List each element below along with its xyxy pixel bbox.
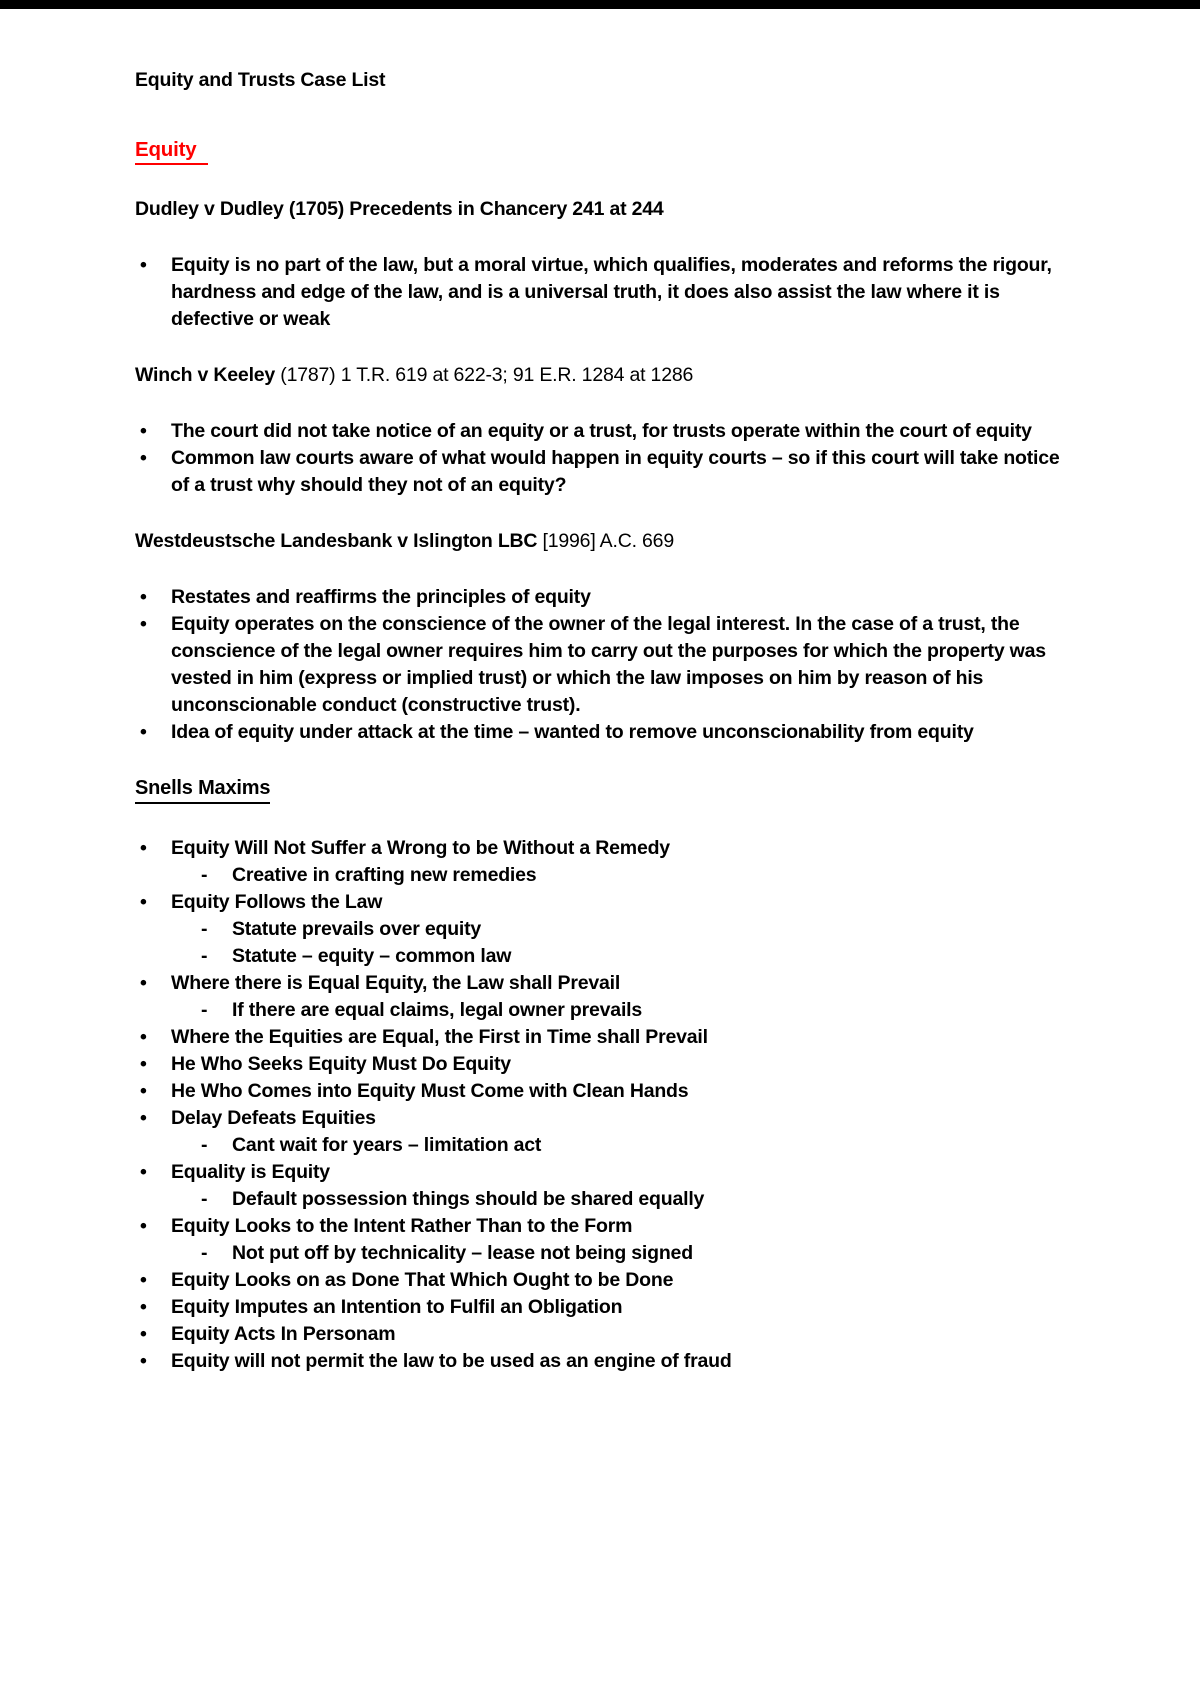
bullet-text: Equity Follows the Law bbox=[171, 891, 383, 913]
bullet-item bbox=[135, 418, 1070, 445]
case-heading bbox=[135, 196, 1070, 223]
document-page bbox=[0, 9, 1200, 1484]
bullet-text: Equity operates on the conscience of the owner of the legal interest. In the case of a trust, the conscience of the legal owner requires him to carry out the purposes for which the property was vested in him (express or implied trust) or which the law imposes on him by reason of his unconscionable conduct (constructive trust). bbox=[171, 613, 1046, 716]
bullet-item bbox=[135, 1051, 1070, 1078]
bullet-text: Equity Will Not Suffer a Wrong to be Without a Remedy bbox=[171, 837, 670, 859]
sub-bullet-text: Cant wait for years – limitation act bbox=[232, 1134, 542, 1156]
sub-bullet-item bbox=[135, 943, 1070, 970]
bullet-text: Common law courts aware of what would happen in equity courts – so if this court will take notice of a trust why should they not of an equity? bbox=[171, 447, 1060, 496]
document-content bbox=[135, 67, 1070, 1375]
sub-bullet-text: Default possession things should be shared equally bbox=[232, 1188, 705, 1210]
bullet-text: Equity will not permit the law to be used as an engine of fraud bbox=[171, 1350, 732, 1372]
bullet-list bbox=[135, 584, 1070, 746]
bullet-list bbox=[135, 418, 1070, 499]
bullet-item bbox=[135, 719, 1070, 746]
bullet-text: He Who Comes into Equity Must Come with Clean Hands bbox=[171, 1080, 689, 1102]
bullet-icon: • bbox=[140, 721, 147, 743]
bullet-item bbox=[135, 584, 1070, 611]
dash-icon: - bbox=[201, 918, 208, 940]
dash-icon: - bbox=[201, 1242, 208, 1264]
sub-bullet-text: Not put off by technicality – lease not being signed bbox=[232, 1242, 693, 1264]
bullet-text: Equity Acts In Personam bbox=[171, 1323, 396, 1345]
bullet-icon: • bbox=[140, 1053, 147, 1075]
bullet-item bbox=[135, 611, 1070, 719]
bullet-item bbox=[135, 889, 1070, 916]
dash-icon: - bbox=[201, 945, 208, 967]
section-heading-equity bbox=[135, 136, 1070, 165]
bullet-item bbox=[135, 1294, 1070, 1321]
bullet-icon: • bbox=[140, 447, 147, 469]
bullet-icon: • bbox=[140, 1296, 147, 1318]
bullet-text: Equity Imputes an Intention to Fulfil an Obligation bbox=[171, 1296, 623, 1318]
bullet-list bbox=[135, 835, 1070, 1375]
section-heading-snells-maxims bbox=[135, 775, 1070, 804]
bullet-item bbox=[135, 1267, 1070, 1294]
heading-text: Equity bbox=[135, 136, 208, 165]
bullet-icon: • bbox=[140, 613, 147, 635]
bullet-item bbox=[135, 1105, 1070, 1132]
bullet-icon: • bbox=[140, 1080, 147, 1102]
bullet-item bbox=[135, 1321, 1070, 1348]
bullet-text: The court did not take notice of an equity or a trust, for trusts operate within the court of equity bbox=[171, 420, 1032, 442]
sub-bullet-item bbox=[135, 1186, 1070, 1213]
sub-bullet-text: If there are equal claims, legal owner prevails bbox=[232, 999, 643, 1021]
case-name: Winch v Keeley bbox=[135, 364, 276, 386]
sub-bullet-item bbox=[135, 862, 1070, 889]
sub-bullet-text: Statute prevails over equity bbox=[232, 918, 482, 940]
bullet-text: Idea of equity under attack at the time – wanted to remove unconscionability from equity bbox=[171, 721, 974, 743]
bullet-item bbox=[135, 445, 1070, 499]
bullet-icon: • bbox=[140, 1107, 147, 1129]
bullet-text: Equity Looks to the Intent Rather Than to the Form bbox=[171, 1215, 633, 1237]
case-name: Westdeustsche Landesbank v Islington LBC bbox=[135, 530, 538, 552]
bullet-icon: • bbox=[140, 420, 147, 442]
bullet-icon: • bbox=[140, 254, 147, 276]
bullet-text: Equality is Equity bbox=[171, 1161, 330, 1183]
dash-icon: - bbox=[201, 864, 208, 886]
bullet-item bbox=[135, 1348, 1070, 1375]
case-citation: [1996] A.C. 669 bbox=[537, 530, 674, 552]
sub-bullet-text: Creative in crafting new remedies bbox=[232, 864, 537, 886]
bullet-icon: • bbox=[140, 586, 147, 608]
case-heading bbox=[135, 362, 1070, 389]
bullet-item bbox=[135, 835, 1070, 862]
bullet-icon: • bbox=[140, 1026, 147, 1048]
document-title: Equity and Trusts Case List bbox=[135, 69, 386, 91]
bullet-icon: • bbox=[140, 972, 147, 994]
bullet-icon: • bbox=[140, 891, 147, 913]
bullet-text: Equity is no part of the law, but a moral virtue, which qualifies, moderates and reforms the rigour, hardness and edge of the law, and is a universal truth, it does also assist the law where it is defective or weak bbox=[171, 254, 1052, 330]
bullet-text: Where the Equities are Equal, the First in Time shall Prevail bbox=[171, 1026, 708, 1048]
bullet-item bbox=[135, 1159, 1070, 1186]
bullet-item bbox=[135, 970, 1070, 997]
bullet-text: He Who Seeks Equity Must Do Equity bbox=[171, 1053, 511, 1075]
bullet-icon: • bbox=[140, 1161, 147, 1183]
bullet-icon: • bbox=[140, 837, 147, 859]
dash-icon: - bbox=[201, 1134, 208, 1156]
sub-bullet-item bbox=[135, 916, 1070, 943]
dash-icon: - bbox=[201, 999, 208, 1021]
bullet-icon: • bbox=[140, 1350, 147, 1372]
heading-text: Snells Maxims bbox=[135, 775, 270, 804]
bullet-icon: • bbox=[140, 1323, 147, 1345]
case-heading bbox=[135, 528, 1070, 555]
bullet-list bbox=[135, 252, 1070, 333]
sub-bullet-item bbox=[135, 1240, 1070, 1267]
top-border bbox=[0, 0, 1200, 9]
dash-icon: - bbox=[201, 1188, 208, 1210]
bullet-item bbox=[135, 1213, 1070, 1240]
case-citation: (1787) 1 T.R. 619 at 622-3; 91 E.R. 1284 at 1286 bbox=[275, 364, 694, 386]
bullet-text: Where there is Equal Equity, the Law shall Prevail bbox=[171, 972, 621, 994]
sub-bullet-text: Statute – equity – common law bbox=[232, 945, 512, 967]
sub-bullet-item bbox=[135, 1132, 1070, 1159]
bullet-item bbox=[135, 1078, 1070, 1105]
sub-bullet-item bbox=[135, 997, 1070, 1024]
bullet-text: Restates and reaffirms the principles of equity bbox=[171, 586, 591, 608]
bullet-icon: • bbox=[140, 1269, 147, 1291]
case-name: Dudley v Dudley (1705) Precedents in Chancery 241 at 244 bbox=[135, 198, 664, 220]
bullet-text: Delay Defeats Equities bbox=[171, 1107, 376, 1129]
bullet-text: Equity Looks on as Done That Which Ought to be Done bbox=[171, 1269, 674, 1291]
bullet-item bbox=[135, 1024, 1070, 1051]
bullet-item bbox=[135, 252, 1070, 333]
bullet-icon: • bbox=[140, 1215, 147, 1237]
